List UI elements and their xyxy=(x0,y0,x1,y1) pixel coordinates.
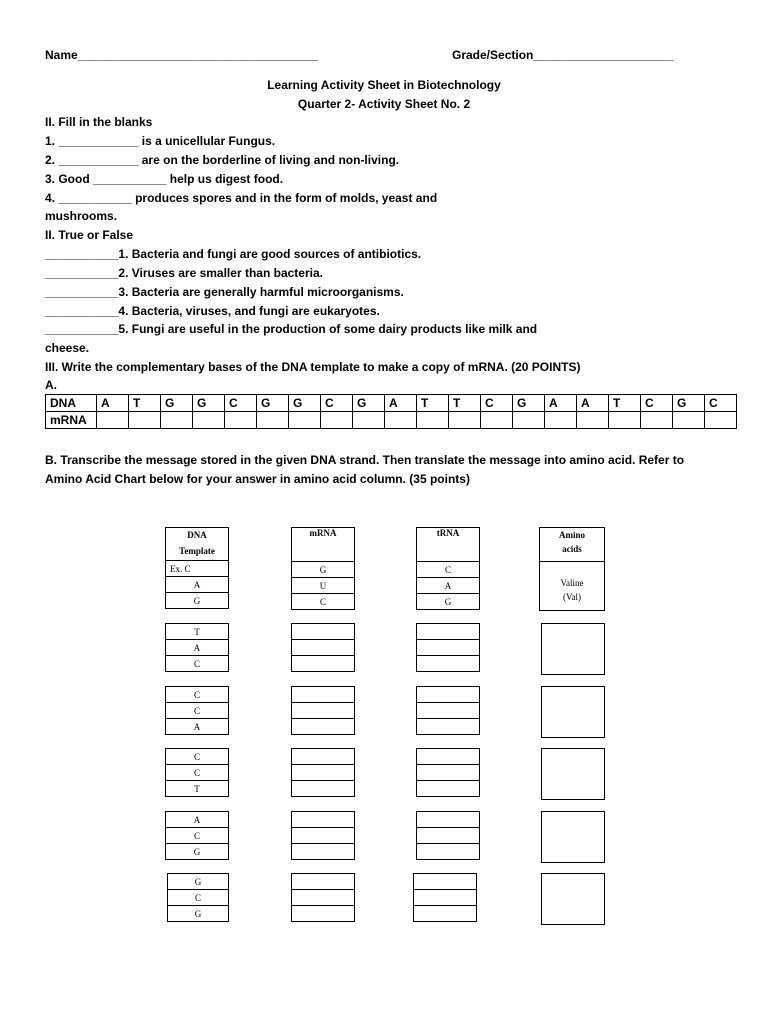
mrna-answer-cell[interactable] xyxy=(292,687,355,703)
dna-template-base: C xyxy=(166,656,229,672)
mrna-answer-group xyxy=(291,873,355,922)
amino-answer-box[interactable] xyxy=(541,623,605,675)
dna-example-base: Ex. C xyxy=(166,561,229,577)
dna-template-base: C xyxy=(166,687,229,703)
mrna-answer-cell[interactable] xyxy=(609,412,641,429)
mrna-example xyxy=(291,527,355,610)
mrna-answer-cell[interactable] xyxy=(292,828,355,844)
trna-answer-cell[interactable] xyxy=(417,703,480,719)
trna-answer-cell[interactable] xyxy=(417,687,480,703)
dna-row xyxy=(46,395,737,412)
dna-base: G xyxy=(257,395,289,412)
dna-base: T xyxy=(449,395,481,412)
mrna-answer-cell[interactable] xyxy=(225,412,257,429)
mrna-answer-cell[interactable] xyxy=(292,781,355,797)
name-field-label: Name____________________________________ xyxy=(45,48,318,62)
dna-example-base: A xyxy=(166,577,229,593)
fill-item: mushrooms. xyxy=(45,209,118,223)
trna-header: tRNA xyxy=(417,528,480,562)
mrna-answer-cell[interactable] xyxy=(353,412,385,429)
tf-item: cheese. xyxy=(45,341,90,355)
mrna-answer-cell[interactable] xyxy=(481,412,513,429)
dna-template-group xyxy=(167,873,229,922)
amino-header-line1: Amino xyxy=(558,530,585,540)
fill-item: 3. Good ___________ help us digest food. xyxy=(45,172,284,186)
dna-base: A xyxy=(577,395,609,412)
amino-answer-box[interactable] xyxy=(541,748,605,800)
mrna-example-base: G xyxy=(292,562,355,578)
trna-answer-group xyxy=(416,811,480,860)
dna-template-group xyxy=(165,686,229,735)
amino-header-line2: acids xyxy=(562,544,582,554)
trna-answer-cell[interactable] xyxy=(417,812,480,828)
dna-base: C xyxy=(641,395,673,412)
mrna-answer-group xyxy=(291,748,355,797)
mrna-label: mRNA xyxy=(46,412,97,429)
trna-answer-cell[interactable] xyxy=(417,656,480,672)
trna-answer-cell[interactable] xyxy=(417,844,480,860)
dna-template-base: G xyxy=(168,874,229,890)
mrna-answer-cell[interactable] xyxy=(289,412,321,429)
mrna-answer-cell[interactable] xyxy=(292,703,355,719)
dna-base: T xyxy=(417,395,449,412)
mrna-header: mRNA xyxy=(292,528,355,562)
tf-item: ___________1. Bacteria and fungi are good sources of antibiotics. xyxy=(45,247,422,261)
trna-answer-group xyxy=(413,873,477,922)
mrna-answer-cell[interactable] xyxy=(577,412,609,429)
trna-answer-cell[interactable] xyxy=(414,874,477,890)
dna-template-base: C xyxy=(168,890,229,906)
mrna-answer-cell[interactable] xyxy=(321,412,353,429)
mrna-answer-cell[interactable] xyxy=(513,412,545,429)
mrna-answer-cell[interactable] xyxy=(129,412,161,429)
trna-example-base: C xyxy=(417,562,480,578)
mrna-answer-cell[interactable] xyxy=(449,412,481,429)
mrna-answer-group xyxy=(291,623,355,672)
dna-template-base: A xyxy=(166,812,229,828)
partB-instructions-line2: Amino Acid Chart below for your answer in amino acid column. (35 points) xyxy=(45,472,470,486)
mrna-answer-cell[interactable] xyxy=(292,749,355,765)
mrna-answer-cell[interactable] xyxy=(292,812,355,828)
mrna-example-base: U xyxy=(292,578,355,594)
amino-answer-box[interactable] xyxy=(541,686,605,738)
mrna-answer-cell[interactable] xyxy=(292,624,355,640)
mrna-answer-cell[interactable] xyxy=(193,412,225,429)
amino-answer-box[interactable] xyxy=(541,811,605,863)
trna-answer-group xyxy=(416,623,480,672)
dna-example-base: G xyxy=(166,593,229,609)
amino-example-abbrev: (Val) xyxy=(563,592,581,602)
trna-answer-group xyxy=(416,686,480,735)
dna-base: G xyxy=(193,395,225,412)
dna-template-base: C xyxy=(166,703,229,719)
dna-base: C xyxy=(481,395,513,412)
dna-template-group xyxy=(165,748,229,797)
dna-template-group xyxy=(165,811,229,860)
trna-answer-cell[interactable] xyxy=(414,906,477,922)
dna-base: A xyxy=(385,395,417,412)
trna-answer-cell[interactable] xyxy=(417,781,480,797)
tf-item: ___________4. Bacteria, viruses, and fungi are eukaryotes. xyxy=(45,304,380,318)
mrna-answer-cell[interactable] xyxy=(292,890,355,906)
dna-base: A xyxy=(97,395,129,412)
mrna-answer-group xyxy=(291,811,355,860)
template-header: Template xyxy=(166,542,229,561)
mrna-answer-cell[interactable] xyxy=(545,412,577,429)
dna-base: G xyxy=(353,395,385,412)
mrna-answer-cell[interactable] xyxy=(161,412,193,429)
part3-sub-a: A. xyxy=(45,378,57,392)
mrna-answer-cell[interactable] xyxy=(292,906,355,922)
tf-item: ___________5. Fungi are useful in the production of some dairy products like milk and xyxy=(45,322,538,336)
fill-item: 1. ____________ is a unicellular Fungus. xyxy=(45,134,276,148)
amino-example-cell xyxy=(539,561,605,611)
dna-base: C xyxy=(705,395,737,412)
trna-example-base: A xyxy=(417,578,480,594)
amino-acids-header xyxy=(539,527,605,561)
mrna-answer-cell[interactable] xyxy=(292,874,355,890)
mrna-answer-cell[interactable] xyxy=(417,412,449,429)
mrna-example-base: C xyxy=(292,594,355,610)
trna-answer-cell[interactable] xyxy=(417,765,480,781)
trna-answer-cell[interactable] xyxy=(417,828,480,844)
dna-base: T xyxy=(609,395,641,412)
amino-answer-box[interactable] xyxy=(541,873,605,925)
mrna-answer-cell[interactable] xyxy=(292,640,355,656)
sheet-title: Learning Activity Sheet in Biotechnology xyxy=(267,78,501,92)
dna-template-base: G xyxy=(168,906,229,922)
mrna-answer-cell[interactable] xyxy=(292,765,355,781)
dna-mrna-table xyxy=(45,394,737,429)
trna-answer-group xyxy=(416,748,480,797)
mrna-answer-cell[interactable] xyxy=(705,412,737,429)
trna-answer-cell[interactable] xyxy=(417,749,480,765)
fill-item: 4. ___________ produces spores and in the form of molds, yeast and xyxy=(45,191,438,205)
dna-base: C xyxy=(321,395,353,412)
mrna-answer-cell[interactable] xyxy=(385,412,417,429)
mrna-answer-cell[interactable] xyxy=(673,412,705,429)
grade-section-field-label: Grade/Section_____________________ xyxy=(452,48,674,62)
dna-template-base: T xyxy=(166,624,229,640)
amino-example-name: Valine xyxy=(560,578,584,588)
mrna-answer-cell[interactable] xyxy=(292,719,355,735)
dna-template-base: T xyxy=(166,781,229,797)
dna-template-base: G xyxy=(166,844,229,860)
dna-template-base: A xyxy=(166,719,229,735)
trna-example-base: G xyxy=(417,594,480,610)
mrna-answer-cell[interactable] xyxy=(641,412,673,429)
dna-base: G xyxy=(161,395,193,412)
sheet-subtitle: Quarter 2- Activity Sheet No. 2 xyxy=(297,97,471,111)
trna-answer-cell[interactable] xyxy=(417,624,480,640)
dna-template-group xyxy=(165,623,229,672)
dna-base: A xyxy=(545,395,577,412)
tf-item: ___________3. Bacteria are generally harmful microorganisms. xyxy=(45,285,404,299)
mrna-answer-cell[interactable] xyxy=(292,844,355,860)
tf-item: ___________2. Viruses are smaller than bacteria. xyxy=(45,266,323,280)
dna-base: C xyxy=(225,395,257,412)
dna-template-base: C xyxy=(166,828,229,844)
dna-base: G xyxy=(513,395,545,412)
trna-answer-cell[interactable] xyxy=(417,640,480,656)
dna-base: T xyxy=(129,395,161,412)
partB-instructions-line1: B. Transcribe the message stored in the given DNA strand. Then translate the message into amino acid. Refer to xyxy=(45,453,685,467)
trna-example xyxy=(416,527,480,610)
dna-template-base: C xyxy=(166,749,229,765)
dna-template-base: C xyxy=(166,765,229,781)
mrna-answer-group xyxy=(291,686,355,735)
dna-template-example xyxy=(165,527,229,609)
trna-answer-cell[interactable] xyxy=(417,719,480,735)
fill-heading: II. Fill in the blanks xyxy=(45,115,153,129)
dna-template-base: A xyxy=(166,640,229,656)
mrna-row xyxy=(46,412,737,429)
fill-item: 2. ____________ are on the borderline of living and non-living. xyxy=(45,153,400,167)
dna-label: DNA xyxy=(46,395,97,412)
mrna-answer-cell[interactable] xyxy=(292,656,355,672)
dna-base: G xyxy=(289,395,321,412)
trna-answer-cell[interactable] xyxy=(414,890,477,906)
mrna-answer-cell[interactable] xyxy=(257,412,289,429)
dna-base: G xyxy=(673,395,705,412)
tf-heading: II. True or False xyxy=(45,228,134,242)
part3-heading: III. Write the complementary bases of the DNA template to make a copy of mRNA. (20 POINTS) xyxy=(45,360,581,374)
mrna-answer-cell[interactable] xyxy=(97,412,129,429)
dna-header: DNA xyxy=(166,528,229,543)
